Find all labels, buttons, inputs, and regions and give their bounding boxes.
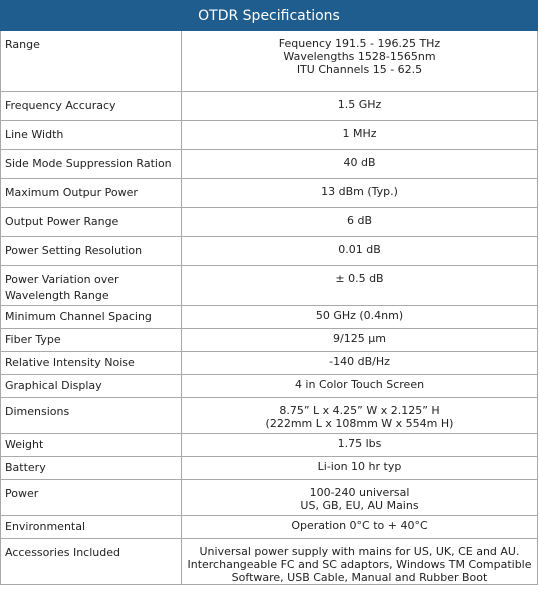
- spec-label-line: Wavelength Range: [5, 289, 109, 302]
- table-row: [1, 434, 538, 457]
- spec-value: [182, 208, 538, 237]
- spec-value: [182, 352, 538, 375]
- table-header-row: [1, 1, 538, 31]
- spec-label-line: Battery: [5, 461, 46, 474]
- table-title: OTDR Specifications: [1, 1, 538, 31]
- spec-value-line: 9/125 µm: [333, 332, 386, 345]
- spec-value-line: 0.01 dB: [338, 243, 381, 256]
- table-row: [1, 208, 538, 237]
- spec-label-line: Graphical Display: [5, 379, 102, 392]
- spec-label-line: Minimum Channel Spacing: [5, 310, 152, 323]
- spec-label: [1, 266, 182, 306]
- table-row: [1, 266, 538, 306]
- spec-label: [1, 208, 182, 237]
- spec-value-line: ± 0.5 dB: [335, 272, 384, 285]
- spec-value-line: 40 dB: [343, 156, 376, 169]
- table-row: [1, 480, 538, 516]
- spec-label-line: Range: [5, 38, 40, 51]
- table-row: [1, 121, 538, 150]
- spec-label: [1, 457, 182, 480]
- spec-label-line: Output Power Range: [5, 215, 119, 228]
- table-row: [1, 237, 538, 266]
- spec-label: [1, 434, 182, 457]
- table-row: [1, 150, 538, 179]
- spec-value-line: Interchangeable FC and SC adaptors, Windows TM Compatible: [187, 558, 532, 571]
- table-row: [1, 352, 538, 375]
- spec-label-line: Fiber Type: [5, 333, 61, 346]
- spec-label: [1, 237, 182, 266]
- spec-value: [182, 266, 538, 306]
- spec-value-line: Operation 0°C to + 40°C: [291, 519, 428, 532]
- spec-label: [1, 352, 182, 375]
- spec-value: [182, 92, 538, 121]
- table-body: [1, 31, 538, 585]
- spec-label-line: Side Mode Suppression Ration: [5, 157, 172, 170]
- spec-value: [182, 398, 538, 434]
- spec-value: [182, 329, 538, 352]
- spec-label: [1, 398, 182, 434]
- spec-label: [1, 179, 182, 208]
- spec-label: [1, 516, 182, 539]
- spec-label: [1, 306, 182, 329]
- spec-value: [182, 121, 538, 150]
- spec-value-line: Wavelengths 1528-1565nm: [283, 50, 436, 63]
- spec-value-line: Software, USB Cable, Manual and Rubber Boot: [231, 571, 488, 584]
- table-row: [1, 179, 538, 208]
- table-row: [1, 92, 538, 121]
- spec-label-line: Weight: [5, 438, 44, 451]
- spec-value-line: 4 in Color Touch Screen: [294, 378, 425, 391]
- table-row: [1, 31, 538, 92]
- spec-value-line: (222mm L x 108mm W x 554m H): [265, 417, 454, 430]
- spec-label: [1, 31, 182, 92]
- spec-value-line: 1.5 GHz: [337, 98, 382, 111]
- spec-label-line: Environmental: [5, 520, 86, 533]
- spec-value-line: Universal power supply with mains for US, UK, CE and AU.: [199, 545, 520, 558]
- spec-value: [182, 434, 538, 457]
- spec-value-line: 8.75” L x 4.25” W x 2.125” H: [279, 404, 440, 417]
- table-row: [1, 306, 538, 329]
- spec-value-line: -140 dB/Hz: [329, 355, 390, 368]
- table-row: [1, 457, 538, 480]
- spec-value: [182, 31, 538, 92]
- table-row: [1, 539, 538, 585]
- spec-value: [182, 457, 538, 480]
- spec-label-line: Power Variation over: [5, 273, 119, 286]
- spec-value: [182, 306, 538, 329]
- table-row: [1, 329, 538, 352]
- spec-value: [182, 480, 538, 516]
- spec-value-line: 13 dBm (Typ.): [321, 185, 398, 198]
- spec-value-line: 50 GHz (0.4nm): [315, 309, 404, 322]
- spec-label-line: Line Width: [5, 128, 64, 141]
- spec-label-line: Power: [5, 487, 39, 500]
- spec-value-line: 6 dB: [346, 214, 373, 227]
- spec-value: [182, 237, 538, 266]
- spec-label: [1, 121, 182, 150]
- spec-value: [182, 539, 538, 585]
- spec-value-line: US, GB, EU, AU Mains: [300, 499, 419, 512]
- spec-label-line: Maximum Outpur Power: [5, 186, 138, 199]
- spec-label: [1, 375, 182, 398]
- spec-label: [1, 539, 182, 585]
- spec-label-line: Frequency Accuracy: [5, 99, 116, 112]
- spec-value-line: Li-ion 10 hr typ: [317, 460, 402, 473]
- table-row: [1, 375, 538, 398]
- spec-value-line: 1.75 lbs: [337, 437, 382, 450]
- spec-value-line: ITU Channels 15 - 62.5: [296, 63, 423, 76]
- spec-label-line: Dimensions: [5, 405, 70, 418]
- spec-label: [1, 150, 182, 179]
- table-row: [1, 516, 538, 539]
- spec-label: [1, 92, 182, 121]
- table-row: [1, 398, 538, 434]
- spec-label-line: Relative Intensity Noise: [5, 356, 135, 369]
- spec-value-line: 1 MHz: [342, 127, 377, 140]
- spec-value-line: Fequency 191.5 - 196.25 THz: [278, 37, 441, 50]
- spec-label-line: Power Setting Resolution: [5, 244, 143, 257]
- spec-value: [182, 375, 538, 398]
- spec-value-line: 100-240 universal: [309, 486, 410, 499]
- spec-label: [1, 329, 182, 352]
- spec-label: [1, 480, 182, 516]
- spec-value: [182, 150, 538, 179]
- spec-value: [182, 516, 538, 539]
- spec-label-line: Accessories Included: [5, 546, 120, 559]
- spec-value: [182, 179, 538, 208]
